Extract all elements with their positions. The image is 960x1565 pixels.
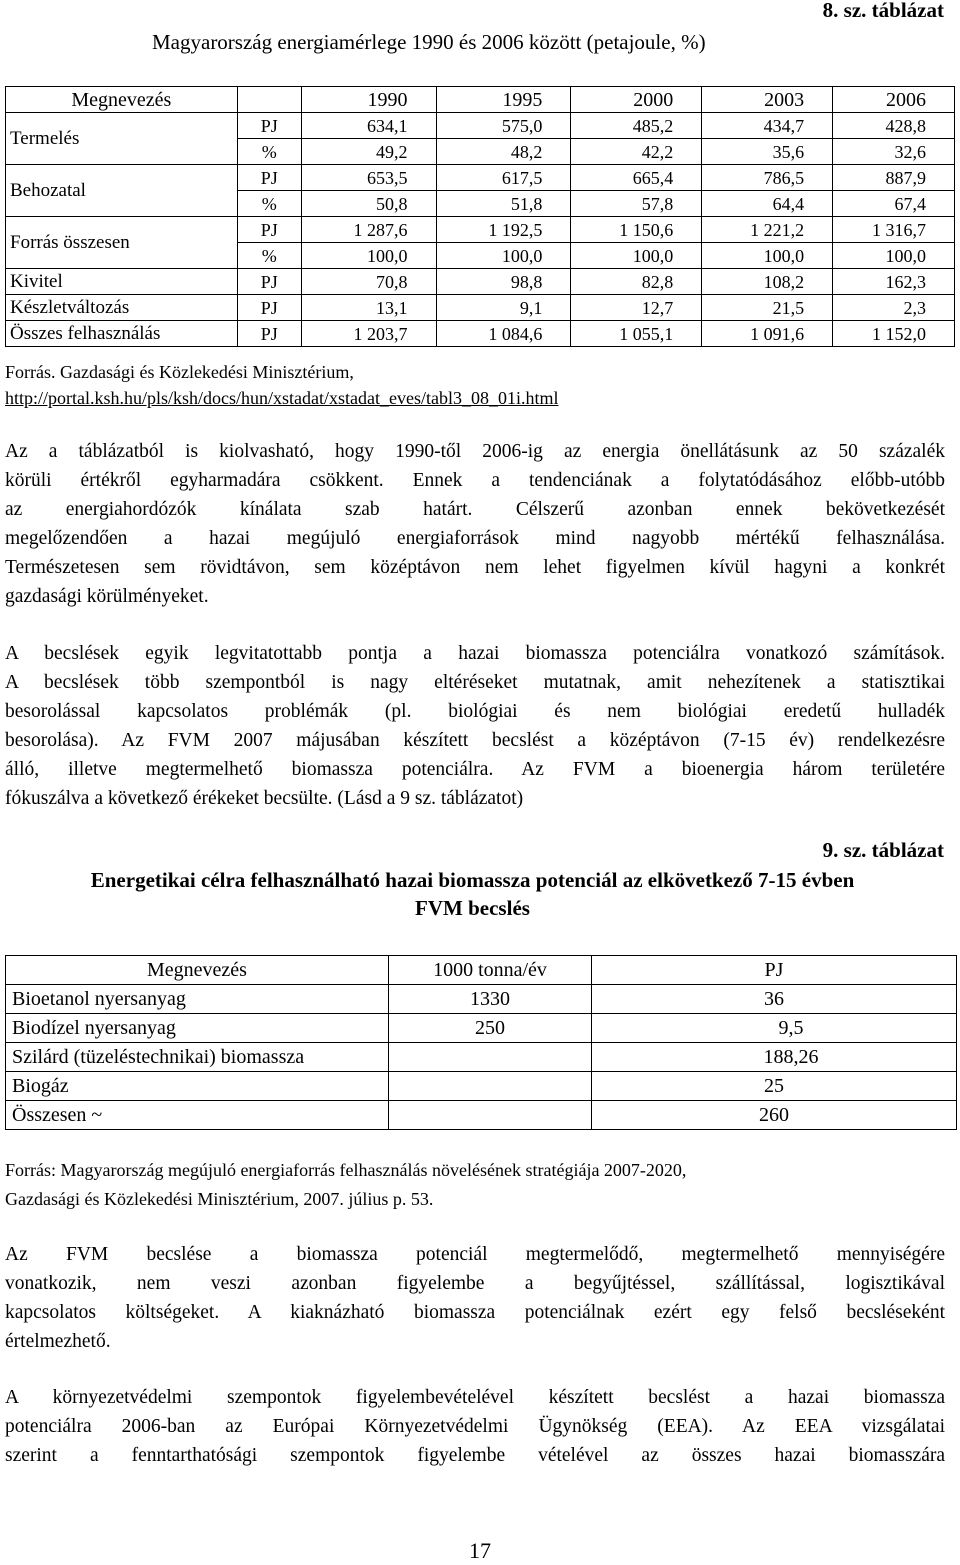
header-cell: 1990: [301, 87, 436, 113]
header-cell: 2000: [571, 87, 702, 113]
value-cell: 1 152,0: [833, 321, 955, 347]
value-cell: 485,2: [571, 113, 702, 139]
paragraph-line: gazdasági körülményeket.: [5, 586, 209, 607]
value-cell: 250: [389, 1014, 592, 1043]
paragraph-1: [5, 437, 945, 611]
unit-cell: PJ: [237, 321, 301, 347]
value-cell: 21,5: [702, 295, 833, 321]
paragraph-line: az energiahordózók kínálata szab határt. Célszerű azonban ennek bekövetkezését: [5, 499, 945, 520]
paragraph-line: kapcsolatos költségeket. A kiaknázható biomassza potenciálnak ezért egy felső becsléseként: [5, 1302, 945, 1323]
value-cell: 634,1: [301, 113, 436, 139]
value-cell: 887,9: [833, 165, 955, 191]
paragraph-3: [5, 1240, 945, 1356]
energy-balance-table: [5, 86, 955, 347]
table9-title: [0, 866, 945, 922]
paragraph-line: A becslések több szempontból is nagy eltéréseket mutatnak, amit nehezítenek a statisztikai: [5, 672, 945, 693]
value-cell: 2,3: [833, 295, 955, 321]
table8-label: 8. sz. táblázat: [822, 0, 944, 22]
value-cell: 1 192,5: [436, 217, 571, 243]
paragraph-line: értelmezhető.: [5, 1331, 111, 1352]
unit-cell: %: [237, 139, 301, 165]
value-cell: 13,1: [301, 295, 436, 321]
row-label: Forrás összesen: [6, 217, 238, 269]
value-cell: 428,8: [833, 113, 955, 139]
paragraph-line: potenciálra 2006-ban az Európai Környezetvédelmi Ügynökség (EEA). Az EEA vizsgálatai: [5, 1416, 945, 1437]
value-cell: 36: [592, 985, 957, 1014]
value-cell: 434,7: [702, 113, 833, 139]
table-row: [6, 217, 955, 243]
paragraph-2: [5, 639, 945, 813]
value-cell: 260: [592, 1101, 957, 1130]
header-cell: 1995: [436, 87, 571, 113]
unit-cell: PJ: [237, 165, 301, 191]
table-row: [6, 321, 955, 347]
table9-label: 9. sz. táblázat: [822, 838, 944, 862]
table8-source-link[interactable]: http://portal.ksh.hu/pls/ksh/docs/hun/xstadat/xstadat_eves/tabl3_08_01i.html: [5, 388, 559, 408]
value-cell: 42,2: [571, 139, 702, 165]
value-cell: 100,0: [833, 243, 955, 269]
row-label: Biodízel nyersanyag: [6, 1014, 389, 1043]
value-cell: 108,2: [702, 269, 833, 295]
header-cell: 2003: [702, 87, 833, 113]
paragraph-line: besorolása). Az FVM 2007 májusában készített becslést a középtávon (7-15 év) rendelkezésre: [5, 730, 945, 751]
table-header-row: [6, 87, 955, 113]
unit-cell: PJ: [237, 113, 301, 139]
paragraph-line: körüli értékről egyharmadára csökkent. Ennek a tendenciának a folytatódásához előbb-utóbb: [5, 470, 945, 491]
table-row: [6, 113, 955, 139]
table-row: [6, 1072, 957, 1101]
value-cell: 100,0: [436, 243, 571, 269]
page-number: 17: [469, 1538, 491, 1563]
value-cell: 1 316,7: [833, 217, 955, 243]
value-cell: 575,0: [436, 113, 571, 139]
value-cell: 35,6: [702, 139, 833, 165]
table-row: [6, 1014, 957, 1043]
value-cell: 9,5: [592, 1014, 957, 1043]
paragraph-line: Természetesen sem rövidtávon, sem középtávon nem lehet figyelmen kívül hagyni a konkrét: [5, 557, 945, 578]
table-row: [6, 985, 957, 1014]
table9-title-line: Energetikai célra felhasználható hazai biomassza potenciál az elkövetkező 7-15 évben: [90, 868, 855, 892]
value-cell: 9,1: [436, 295, 571, 321]
value-cell: 32,6: [833, 139, 955, 165]
paragraph-line: A becslések egyik legvitatottabb pontja a hazai biomassza potenciálra vonatkozó számítások.: [5, 643, 945, 664]
table9-source: Gazdasági és Közlekedési Minisztérium, 2007. július p. 53.: [5, 1189, 434, 1209]
paragraph-line: álló, illetve megtermelhető biomassza potenciálra. Az FVM a bioenergia három területére: [5, 759, 945, 780]
paragraph-line: megelőzendően a hazai megújuló energiaforrások mind nagyobb mértékű felhasználása.: [5, 528, 945, 549]
value-cell: 70,8: [301, 269, 436, 295]
value-cell: 48,2: [436, 139, 571, 165]
value-cell: 67,4: [833, 191, 955, 217]
unit-cell: %: [237, 243, 301, 269]
value-cell: 49,2: [301, 139, 436, 165]
paragraph-line: szerint a fenntarthatósági szempontok figyelembe vételével az összes hazai biomasszára: [5, 1445, 945, 1466]
table-row: [6, 1101, 957, 1130]
value-cell: 665,4: [571, 165, 702, 191]
unit-cell: PJ: [237, 217, 301, 243]
unit-cell: PJ: [237, 295, 301, 321]
paragraph-line: besorolással kapcsolatos problémák (pl. biológiai és nem biológiai eredetű hulladék: [5, 701, 945, 722]
value-cell: 50,8: [301, 191, 436, 217]
unit-cell: %: [237, 191, 301, 217]
value-cell: 82,8: [571, 269, 702, 295]
value-cell: 1 287,6: [301, 217, 436, 243]
row-label: Összes felhasználás: [6, 321, 238, 347]
value-cell: 1 084,6: [436, 321, 571, 347]
value-cell: 1 221,2: [702, 217, 833, 243]
value-cell: 12,7: [571, 295, 702, 321]
table8-source: Forrás. Gazdasági és Közlekedési Minisztérium,: [5, 362, 354, 382]
row-label: Összesen ~: [6, 1101, 389, 1130]
paragraph-line: vonatkozik, nem veszi azonban figyelembe a begyűjtéssel, szállítással, logisztikával: [5, 1273, 945, 1294]
header-cell: 1000 tonna/év: [389, 956, 592, 985]
value-cell: 64,4: [702, 191, 833, 217]
table-row: [6, 165, 955, 191]
value-cell: [389, 1043, 592, 1072]
row-label: Szilárd (tüzeléstechnikai) biomassza: [6, 1043, 389, 1072]
value-cell: 1 150,6: [571, 217, 702, 243]
header-cell: 2006: [833, 87, 955, 113]
value-cell: 100,0: [702, 243, 833, 269]
header-cell: PJ: [592, 956, 957, 985]
paragraph-line: fókuszálva a következő érékeket becsülte. (Lásd a 9 sz. táblázatot): [5, 788, 524, 809]
row-label: Bioetanol nyersanyag: [6, 985, 389, 1014]
value-cell: [389, 1072, 592, 1101]
value-cell: 51,8: [436, 191, 571, 217]
value-cell: 653,5: [301, 165, 436, 191]
table-row: [6, 1043, 957, 1072]
row-label: Biogáz: [6, 1072, 389, 1101]
value-cell: 1 091,6: [702, 321, 833, 347]
row-label: Kivitel: [6, 269, 238, 295]
table9-title-line: FVM becslés: [415, 896, 530, 920]
value-cell: 98,8: [436, 269, 571, 295]
value-cell: 1 203,7: [301, 321, 436, 347]
row-label: Készletváltozás: [6, 295, 238, 321]
table-header-row: [6, 956, 957, 985]
value-cell: 1330: [389, 985, 592, 1014]
table8-title: Magyarország energiamérlege 1990 és 2006 között (petajoule, %): [152, 30, 706, 54]
row-label: Behozatal: [6, 165, 238, 217]
value-cell: 188,26: [592, 1043, 957, 1072]
paragraph-line: A környezetvédelmi szempontok figyelembevételével készített becslést a hazai biomassza: [5, 1387, 945, 1408]
paragraph-line: Az a táblázatból is kiolvasható, hogy 1990-től 2006-ig az energia önellátásunk az 50 százalék: [5, 441, 945, 462]
table-row: [6, 269, 955, 295]
value-cell: 1 055,1: [571, 321, 702, 347]
value-cell: 100,0: [301, 243, 436, 269]
table9-source: Forrás: Magyarország megújuló energiaforrás felhasználás növelésének stratégiája 2007-2020,: [5, 1160, 687, 1180]
table-row: [6, 295, 955, 321]
value-cell: [389, 1101, 592, 1130]
value-cell: 100,0: [571, 243, 702, 269]
value-cell: 57,8: [571, 191, 702, 217]
header-cell: Megnevezés: [6, 87, 238, 113]
value-cell: 617,5: [436, 165, 571, 191]
unit-cell: PJ: [237, 269, 301, 295]
paragraph-line: Az FVM becslése a biomassza potenciál megtermelődő, megtermelhető mennyiségére: [5, 1244, 945, 1265]
value-cell: 25: [592, 1072, 957, 1101]
row-label: Termelés: [6, 113, 238, 165]
biomass-potential-table: [5, 955, 957, 1130]
paragraph-4: [5, 1383, 945, 1470]
header-cell: Megnevezés: [6, 956, 389, 985]
value-cell: 162,3: [833, 269, 955, 295]
value-cell: 786,5: [702, 165, 833, 191]
